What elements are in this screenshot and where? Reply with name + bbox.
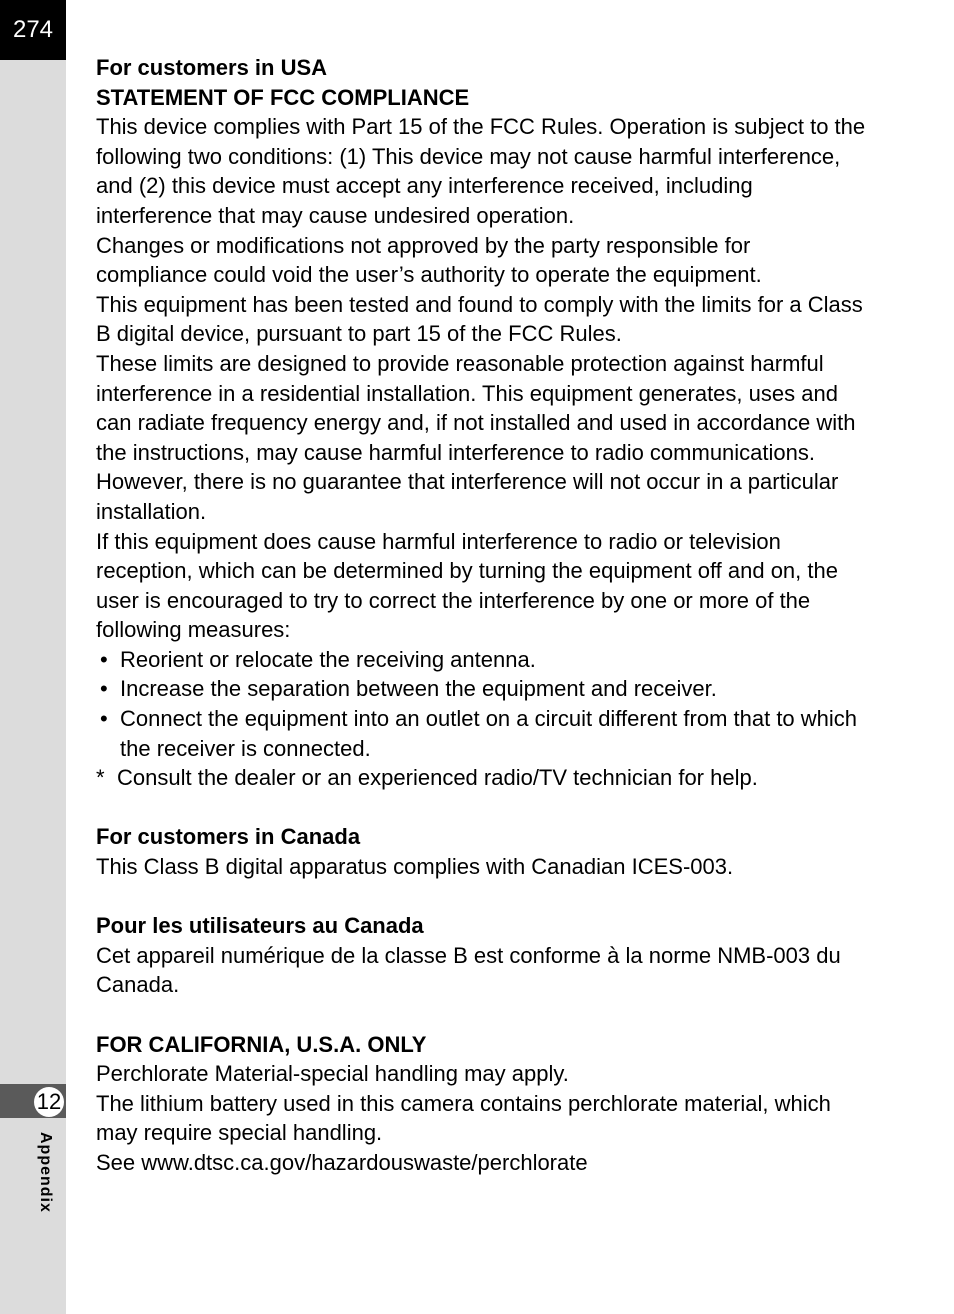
california-line-2: The lithium battery used in this camera contains perchlorate material, which may require special handling. — [96, 1090, 831, 1146]
list-item — [96, 674, 866, 704]
canada-heading: For customers in Canada — [96, 824, 361, 850]
usa-heading: For customers in USA — [96, 55, 328, 80]
spacer — [96, 1000, 866, 1030]
fcc-statement-heading: STATEMENT OF FCC COMPLIANCE — [96, 84, 470, 110]
list-item — [96, 645, 866, 675]
california-line-3: See www.dtsc.ca.gov/hazardouswaste/perchlorate — [96, 1149, 588, 1175]
bullet-mark: • — [100, 646, 108, 672]
california-line-1: Perchlorate Material-special handling may apply. — [96, 1061, 569, 1087]
spacer — [96, 882, 866, 912]
fcc-paragraph-3: This equipment has been tested and found to comply with the limits for a Class B digital device, pursuant to part 15 of the FCC Rules. — [96, 291, 863, 347]
list-item-text: Connect the equipment into an outlet on a circuit different from that to which the receiver is connected. — [120, 706, 858, 761]
fcc-paragraph-4: These limits are designed to provide reasonable protection against harmful interference in a residential installation. This equipment generates, uses and can radiate frequency energy and, if not installed and used in accordance with the instructions, may cause harmful interference to radio communications. However, there is no guarantee that interference will not occur in a particular installation. — [96, 350, 856, 524]
canada-fr-heading: Pour les utilisateurs au Canada — [96, 913, 424, 939]
list-item-text: Increase the separation between the equipment and receiver. — [120, 676, 717, 702]
list-item — [96, 704, 866, 763]
fcc-paragraph-2: Changes or modifications not approved by the party responsible for compliance could void the user’s authority to operate the equipment. — [96, 232, 762, 288]
footnote — [96, 763, 866, 793]
california-heading: FOR CALIFORNIA, U.S.A. ONLY — [96, 1031, 427, 1057]
list-item-text: Reorient or relocate the receiving antenna. — [120, 646, 536, 672]
chapter-label: Appendix — [37, 1132, 54, 1213]
canada-fr-text: Cet appareil numérique de la classe B est conforme à la norme NMB-003 du Canada. — [96, 942, 841, 998]
bullet-mark: • — [100, 706, 108, 732]
footnote-text: Consult the dealer or an experienced radio/TV technician for help. — [117, 765, 758, 791]
asterisk-mark: * — [96, 765, 105, 791]
spacer — [96, 793, 866, 823]
canada-text: This Class B digital apparatus complies with Canadian ICES-003. — [96, 854, 734, 880]
page-content — [96, 53, 866, 1178]
bullet-mark: • — [100, 676, 108, 702]
chapter-number: 12 — [34, 1087, 64, 1117]
page-number: 274 — [0, 0, 66, 60]
fcc-paragraph-5: If this equipment does cause harmful interference to radio or television reception, which can be determined by turning the equipment off and on, the user is encouraged to try to correct the interference by one or more of the following measures: — [96, 528, 838, 643]
fcc-paragraph-1: This device complies with Part 15 of the FCC Rules. Operation is subject to the following two conditions: (1) This device may not cause harmful interference, and (2) this device must accept any interference received, including interference that may cause undesired operation. — [96, 114, 866, 228]
